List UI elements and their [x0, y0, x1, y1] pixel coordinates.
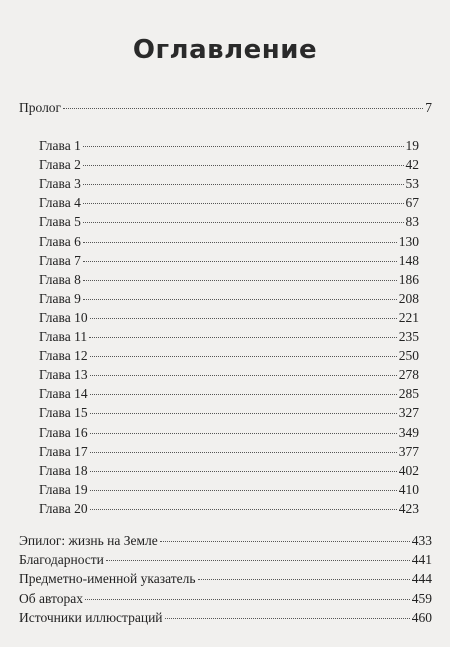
dot-leader: [83, 164, 404, 166]
toc-entry-label: Эпилог: жизнь на Земле: [19, 533, 158, 548]
toc-entry-page: 83: [405, 214, 419, 230]
dot-leader: [83, 221, 404, 223]
dot-leader: [165, 617, 410, 619]
toc-entry-label: Глава 6: [39, 233, 81, 249]
toc-entry-page: 410: [398, 481, 419, 497]
toc-entry-chapter[interactable]: [39, 500, 419, 518]
dot-leader: [85, 598, 410, 600]
toc-entry-label: Глава 4: [39, 195, 81, 211]
dot-leader: [83, 279, 397, 281]
toc-entry-page: 67: [405, 195, 419, 211]
dot-leader: [90, 489, 397, 491]
toc-entry-page: 235: [398, 329, 419, 344]
toc-entry-label: Глава 18: [39, 462, 88, 478]
dot-leader: [83, 183, 404, 185]
toc-entry-page: 148: [398, 252, 419, 268]
toc-entry-back-matter[interactable]: [19, 551, 432, 569]
toc-entry-label: Глава 14: [39, 386, 88, 402]
dot-leader: [160, 540, 410, 542]
toc-entry-back-matter[interactable]: [19, 609, 432, 627]
toc-entry-chapter[interactable]: [39, 194, 419, 212]
toc-entry-chapter[interactable]: [39, 233, 419, 251]
toc-entry-back-matter[interactable]: [19, 532, 432, 550]
toc-entry-page: 327: [398, 405, 419, 421]
dot-leader: [90, 317, 397, 319]
toc-entry-page: 459: [411, 590, 432, 606]
toc-entry-label: Глава 12: [39, 348, 88, 364]
toc-entry-prologue[interactable]: [19, 99, 432, 117]
dot-leader: [106, 559, 410, 561]
toc-entry-label: Глава 1: [39, 138, 81, 153]
toc-entry-chapter[interactable]: [39, 404, 419, 422]
toc-entry-label: Глава 16: [39, 424, 88, 440]
toc-entry-chapter[interactable]: [39, 156, 419, 174]
toc-entry-page: 130: [398, 233, 419, 249]
toc-entry-chapter[interactable]: [39, 481, 419, 499]
toc-entry-label: Глава 8: [39, 271, 81, 287]
toc-entry-label: Глава 10: [39, 309, 88, 325]
toc-entry-page: 42: [405, 157, 419, 173]
toc-entry-chapter[interactable]: [39, 443, 419, 461]
dot-leader: [89, 336, 397, 338]
toc-entry-label: Об авторах: [19, 590, 83, 606]
toc-entry-page: 53: [405, 176, 419, 192]
toc-entry-chapter[interactable]: [39, 137, 419, 155]
toc-entry-page: 208: [398, 290, 419, 306]
toc-entry-page: 460: [411, 609, 432, 625]
toc-entry-label: Источники иллюстраций: [19, 609, 163, 625]
dot-leader: [90, 451, 397, 453]
toc-entry-label: Глава 2: [39, 157, 81, 173]
toc-entry-page: 278: [398, 367, 419, 383]
dot-leader: [83, 260, 397, 262]
toc-entry-back-matter[interactable]: [19, 570, 432, 588]
dot-leader: [90, 470, 397, 472]
dot-leader: [63, 107, 423, 109]
toc-entry-label: Благодарности: [19, 552, 104, 568]
toc-entry-chapter[interactable]: [39, 366, 419, 384]
dot-leader: [83, 145, 404, 147]
toc-entry-label: Пролог: [19, 100, 62, 115]
toc-entry-chapter[interactable]: [39, 252, 419, 270]
toc-entry-label: Глава 15: [39, 405, 88, 421]
dot-leader: [90, 412, 397, 414]
toc-entry-label: Глава 13: [39, 367, 88, 383]
toc-entry-chapter[interactable]: [39, 309, 419, 327]
toc-entry-chapter[interactable]: [39, 213, 419, 231]
toc-entry-label: Глава 11: [39, 329, 88, 344]
dot-leader: [83, 298, 397, 300]
toc-entry-chapter[interactable]: [39, 290, 419, 308]
dot-leader: [83, 241, 397, 243]
toc-entry-page: 349: [398, 424, 419, 440]
toc-entry-page: 221: [398, 309, 419, 325]
toc-entry-chapter[interactable]: [39, 385, 419, 403]
toc-entry-page: 19: [405, 138, 419, 153]
toc-entry-label: Глава 9: [39, 290, 81, 306]
dot-leader: [90, 355, 397, 357]
toc-entry-chapter[interactable]: [39, 328, 419, 346]
toc-entry-page: 285: [398, 386, 419, 402]
dot-leader: [90, 374, 397, 376]
toc-entry-page: 441: [411, 552, 432, 568]
toc-entry-page: 7: [425, 100, 432, 115]
toc-entry-back-matter[interactable]: [19, 590, 432, 608]
toc-entry-label: Предметно-именной указатель: [19, 571, 196, 587]
page-title: Оглавление: [132, 35, 318, 65]
toc-entry-label: Глава 17: [39, 443, 88, 459]
toc-entry-page: 377: [398, 443, 419, 459]
toc-entry-chapter[interactable]: [39, 347, 419, 365]
toc-entry-chapter[interactable]: [39, 462, 419, 480]
toc-entry-chapter[interactable]: [39, 424, 419, 442]
toc-entry-label: Глава 20: [39, 500, 88, 516]
toc-entry-page: 433: [411, 533, 432, 548]
dot-leader: [90, 432, 397, 434]
toc-entry-chapter[interactable]: [39, 271, 419, 289]
toc-entry-label: Глава 5: [39, 214, 81, 230]
toc-entry-page: 423: [398, 500, 419, 516]
dot-leader: [90, 508, 397, 510]
dot-leader: [198, 578, 410, 580]
toc-entry-page: 444: [411, 571, 432, 587]
toc-entry-page: 186: [398, 271, 419, 287]
toc-entry-label: Глава 19: [39, 481, 88, 497]
toc-entry-page: 250: [398, 348, 419, 364]
dot-leader: [83, 202, 404, 204]
toc-entry-label: Глава 7: [39, 252, 81, 268]
toc-entry-chapter[interactable]: [39, 175, 419, 193]
dot-leader: [90, 393, 397, 395]
toc-entry-label: Глава 3: [39, 176, 81, 192]
toc-entry-page: 402: [398, 462, 419, 478]
